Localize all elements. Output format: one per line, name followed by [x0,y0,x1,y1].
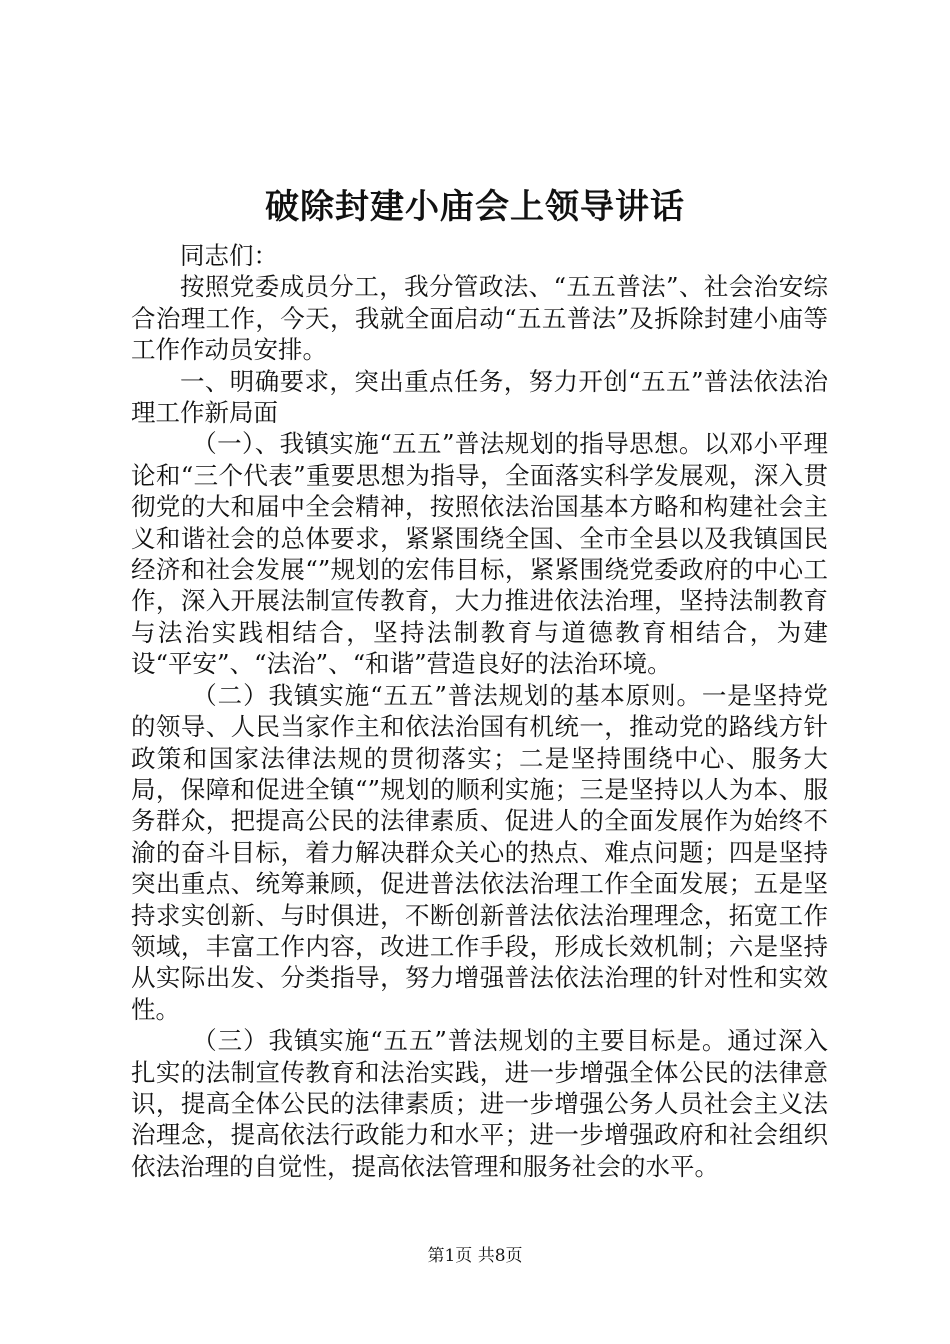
document-body [131,240,828,1182]
subsection-main-goals: （三）我镇实施“五五”普法规划的主要目标是。通过深入扎实的法制宣传教育和法治实践，进一步增强全体公民的法律意识，提高全体公民的法律素质；进一步增强公务人员社会主义法治理念，提高依法行政能力和水平；进一步增强政府和社会组织依法治理的自觉性，提高依法管理和服务社会的水平。 [131,1026,828,1181]
document-title: 破除封建小庙会上领导讲话 [265,187,685,227]
subsection-basic-principles: （二）我镇实施“五五”普法规划的基本原则。一是坚持党的领导、人民当家作主和依法治国有机统一，推动党的路线方针政策和国家法律法规的贯彻落实；二是坚持围绕中心、服务大局，保障和促进全镇“”规划的顺利实施；三是坚持以人为本、服务群众，把提高公民的法律素质、促进人的全面发展作为始终不渝的奋斗目标，着力解决群众关心的热点、难点问题；四是坚持突出重点、统筹兼顾，促进普法依法治理工作全面发展；五是坚持求实创新、与时俱进，不断创新普法依法治理理念，拓宽工作领域，丰富工作内容，改进工作手段，形成长效机制；六是坚持从实际出发、分类指导，努力增强普法依法治理的针对性和实效性。 [131,680,828,1024]
page-number-footer: 第1页 共8页 [427,1246,523,1266]
subsection-guiding-ideology: （一）、我镇实施“五五”普法规划的指导思想。以邓小平理论和“三个代表”重要思想为指导，全面落实科学发展观，深入贯彻党的大和届中全会精神，按照依法治国基本方略和构建社会主义和谐社会的总体要求，紧紧围绕全国、全市全县以及我镇国民经济和社会发展“”规划的宏伟目标，紧紧围绕党委政府的中心工作，深入开展法制宣传教育，大力推进依法治理，坚持法制教育与法治实践相结合，坚持法制教育与道德教育相结合，为建设“平安”、“法治”、“和谐”营造良好的法治环境。 [131,429,828,679]
intro-paragraph: 按照党委成员分工，我分管政法、“五五普法”、社会治安综合治理工作，今天，我就全面启动“五五普法”及拆除封建小庙等工作作动员安排。 [131,272,828,365]
section-heading-1: 一、明确要求，突出重点任务，努力开创“五五”普法依法治理工作新局面 [131,366,828,428]
greeting-paragraph: 同志们： [180,241,278,270]
